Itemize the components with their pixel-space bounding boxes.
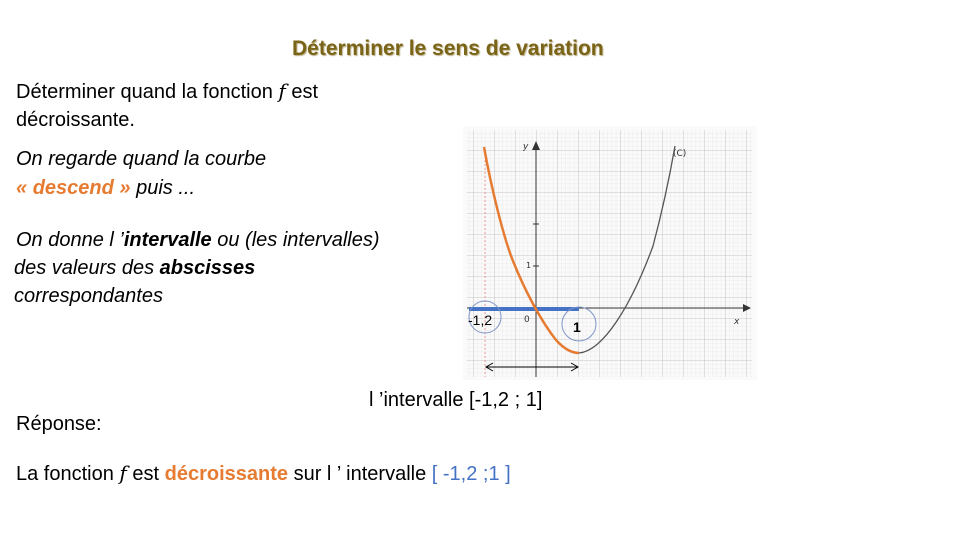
hint2-text-3: des valeurs des	[14, 257, 160, 279]
answer-text-2: est	[126, 463, 165, 485]
hint2-text: On donne l ’	[16, 229, 124, 251]
hint2-text-2: ou (les intervalles)	[211, 229, 380, 251]
y-axis-label: y	[523, 142, 529, 152]
function-symbol: f	[278, 79, 286, 103]
answer-heading: Réponse:	[16, 413, 102, 435]
marker-label-right: 1	[573, 319, 581, 335]
question-text: Déterminer quand la fonction	[16, 81, 279, 103]
question-line-2: décroissante.	[16, 109, 135, 131]
hint1-line-1: On regarde quand la courbe	[16, 148, 267, 170]
intervalle-keyword: intervalle	[123, 229, 212, 251]
question-text-end: est	[285, 81, 319, 103]
hint1-suffix: puis ...	[130, 177, 196, 199]
origin-label: 0	[524, 315, 530, 325]
answer-sentence	[16, 459, 511, 489]
quote-close: »	[113, 177, 131, 199]
hint2-line-2	[14, 254, 255, 283]
descend-keyword: descend	[32, 177, 114, 199]
page-title: Déterminer le sens de variation	[292, 37, 604, 60]
answer-interval: [ -1,2 ;1 ]	[431, 463, 511, 485]
y-tick-label: 1	[526, 261, 532, 270]
quote-open: «	[16, 177, 33, 199]
function-symbol: f	[119, 461, 127, 485]
marker-label-left: -1,2	[468, 312, 493, 328]
function-graph	[463, 126, 757, 380]
graph-svg	[463, 126, 757, 380]
abscisses-keyword: abscisses	[159, 257, 256, 279]
answer-text-3: sur l ’ intervalle	[288, 463, 432, 485]
hint1-line-2	[16, 174, 195, 203]
curve-label: (C)	[673, 149, 687, 159]
decroissante-keyword: décroissante	[164, 463, 289, 485]
question-line-1	[16, 77, 318, 107]
hint2-line-3: correspondantes	[14, 285, 163, 307]
answer-text: La fonction	[16, 463, 120, 485]
hint2-line-1	[16, 226, 380, 255]
x-axis-label: x	[734, 317, 740, 327]
interval-caption: l ’intervalle [-1,2 ; 1]	[369, 389, 543, 411]
